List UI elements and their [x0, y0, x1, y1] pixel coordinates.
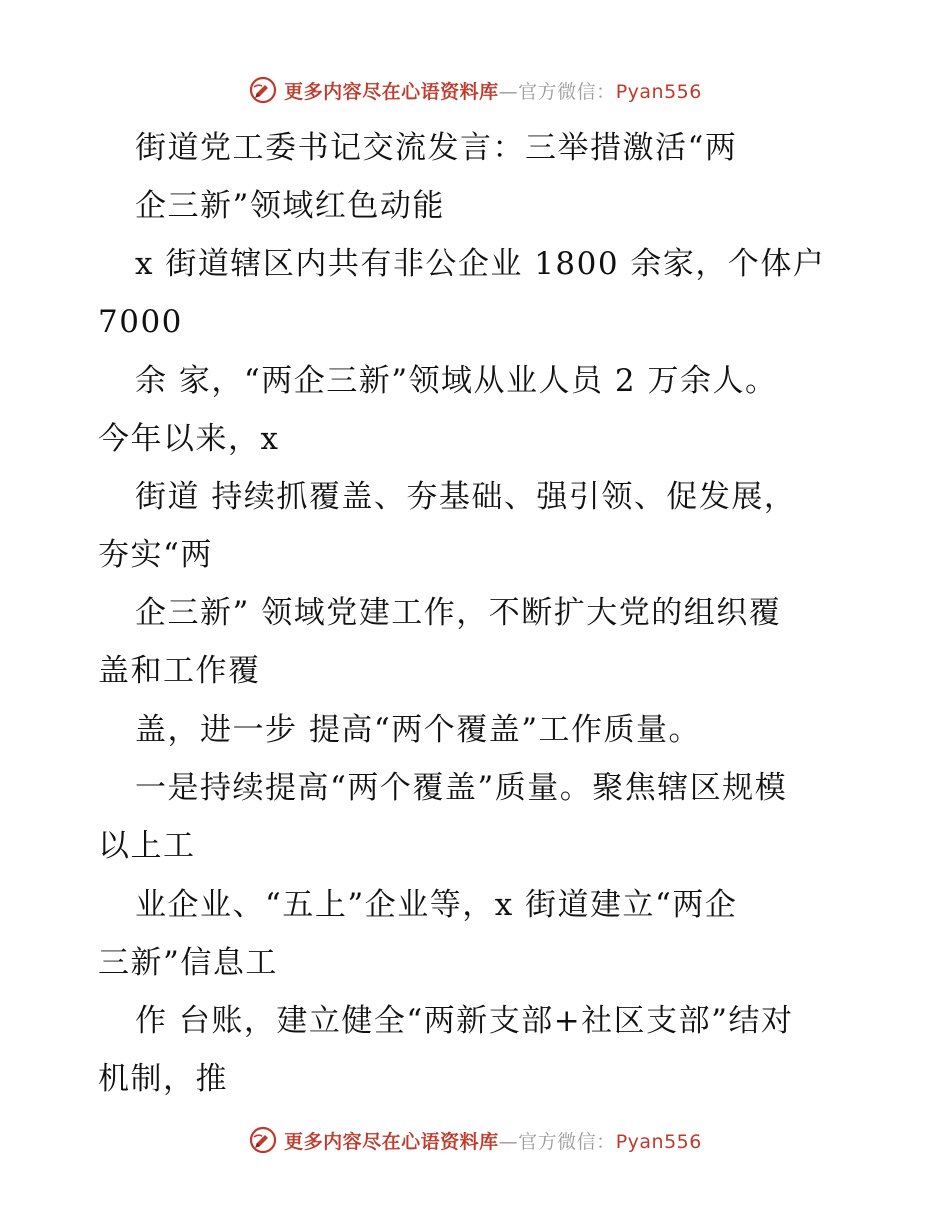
paragraph-line: 机制，推	[98, 1061, 228, 1097]
paragraph-line: 今年以来，x	[98, 421, 280, 457]
paragraph-line: 企三新” 领域党建工作，不断扩大党的组织覆	[135, 595, 782, 631]
paragraph-line: 余 家，“两企三新”领域从业人员 2 万余人。	[135, 363, 778, 399]
header-banner	[0, 70, 950, 110]
book-pen-logo-icon	[248, 1125, 278, 1155]
paragraph-line: 盖和工作覆	[98, 653, 261, 689]
banner-dash: —	[498, 1130, 519, 1153]
banner-wechat-label: 官方微信：	[518, 80, 616, 103]
book-pen-logo-icon	[248, 75, 278, 105]
banner-wechat-label: 官方微信：	[518, 1130, 616, 1153]
banner-main-text: 更多内容尽在心语资料库	[284, 80, 499, 103]
paragraph-line: 以上工	[98, 828, 196, 864]
paragraph-line: 业企业、“五上”企业等，x 街道建立“两企	[135, 887, 738, 923]
banner-wechat-id: Pyan556	[615, 1130, 702, 1153]
banner-text	[284, 1127, 702, 1154]
paragraph-line: 夯实“两	[98, 537, 213, 573]
banner-main-text: 更多内容尽在心语资料库	[284, 1130, 499, 1153]
paragraph-line: 盖，进一步 提高“两个覆盖”工作质量。	[135, 712, 702, 748]
document-title-line-2: 企三新”领域红色动能	[135, 188, 445, 224]
paragraph-line: x 街道辖区内共有非公企业 1800 余家，个体户	[135, 246, 826, 282]
document-title-line-1: 街道党工委书记交流发言：三举措激活“两	[135, 130, 738, 166]
banner-wechat-id: Pyan556	[615, 80, 702, 103]
paragraph-line: 三新”信息工	[98, 945, 278, 981]
footer-banner	[0, 1120, 950, 1160]
paragraph-line: 街道 持续抓覆盖、夯基础、强引领、促发展，	[135, 479, 797, 515]
paragraph-line: 7000	[98, 304, 183, 340]
paragraph-line: 作 台账，建立健全“两新支部+社区支部”结对	[135, 1003, 794, 1039]
paragraph-line: 一是持续提高“两个覆盖”质量。聚焦辖区规模	[135, 770, 788, 806]
banner-text	[284, 77, 702, 104]
banner-dash: —	[498, 80, 519, 103]
